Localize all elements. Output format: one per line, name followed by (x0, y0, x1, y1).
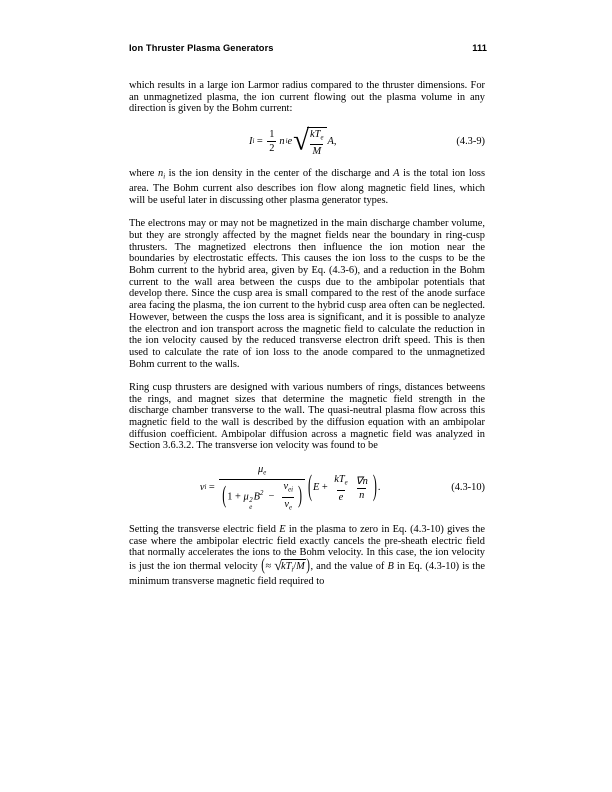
right-paren: ) (306, 555, 310, 575)
period: . (377, 482, 381, 494)
page-number: 111 (472, 43, 487, 53)
mobility-fraction: $\mu_e$ (1 + μ 2 e $B^2$ − $\frac{\nu_{ei}}{\nu_e}$ ) (219, 464, 305, 514)
equation-4-3-10-body (129, 464, 451, 514)
supsub-stack: 2 e (249, 497, 253, 512)
paragraph-ring-cusp: Ring cusp thrusters are designed with various numbers of rings, distances betweens the rings, and magnet sizes that determine the magnetic field strength in the discharge chamber transverse to the wall. The quasi-neutral plasma flow across this magnetic field to the wall is described by the diffusion equation with an ambipolar diffusion coefficient. Ambipolar diffusion across a magnetic field was analyzed in Section 3.6.3.2. The transverse ion velocity was found to be (129, 381, 485, 452)
radical-sign-icon: √ (293, 124, 310, 157)
square-root (293, 124, 327, 158)
math-sub: i (285, 138, 288, 145)
right-paren: ) (297, 480, 302, 510)
equation-label-4-3-9: (4.3-9) (456, 136, 485, 147)
paragraph-setting: Setting the transverse electric field E in the plasma to zero in Eq. (4.3-10) gives the case where the ambipolar electric field exactly cancels the pre-sheath electric field that normally accelerates the ions to the Bohm velocity. In this case, the ion velocity is just the ion thermal velocity (≈ √ $kT_i/M$ ), and the value of B in Eq. (4.3-10) is the minimum transverse magnetic field required to (129, 524, 485, 587)
math-var-n: n (157, 168, 164, 180)
math-sub: i (204, 484, 207, 492)
equation-4-3-10 (129, 464, 485, 514)
math-var-B: B (253, 491, 260, 503)
equation-label-4-3-10: (4.3-10) (451, 482, 485, 494)
equation-4-3-9 (129, 124, 485, 158)
math-var-B: B (387, 561, 394, 573)
math-sub: i (252, 138, 255, 145)
collision-frequency-fraction: $\frac{\nu_{ei}}{\nu_e}$ (283, 481, 293, 512)
equals-sign: = (256, 136, 263, 147)
inline-thermal-velocity-math (261, 555, 311, 575)
fraction-one-half: $\frac{1}{2}$ (269, 129, 275, 155)
big-right-paren: ) (372, 468, 377, 504)
math-var-e: e (287, 136, 293, 147)
math-sub: i (163, 173, 166, 181)
running-head (129, 43, 487, 53)
math-var-E: E (279, 524, 286, 536)
inline-square-root: √ $kT_i/M$ (274, 559, 305, 575)
density-gradient-fraction: $\frac{\nabla n}{n}$ (355, 475, 368, 501)
paragraph-where: where $n_i$ is the ion density in the center of the discharge and A is the total ion loss area. The Bohm current also describes ion flow along magnetic field lines, which will be useful later in discussing other plasma generator types. (129, 168, 486, 207)
equals-sign: = (208, 482, 215, 494)
kTe-over-e-fraction: $\frac{kT_e}{e}$ (334, 474, 348, 503)
approx-sign: ≈ (265, 561, 272, 573)
math-var-mu: μ (243, 491, 249, 503)
paragraph-intro: which results in a large ion Larmor radius compared to the thruster dimensions. For an unmagnetized plasma, the ion current flowing out the plasma volume in any direction is given by the Bohm current: (129, 80, 485, 115)
running-head-title: Ion Thruster Plasma Generators (129, 43, 274, 53)
math-var-I: I (248, 136, 253, 147)
paragraph-electrons: The electrons may or may not be magnetized in the main discharge chamber volume, but they are strongly affected by the magnet fields near the boundary in ring-cusp thrusters. The magnetized electrons then influence the ion motion near the boundaries by electrostatic effects. This causes the ion loss to the cusps to be the Bohm current to the hybrid area, given by Eq. (4.3-6), and a reduction in the Bohm current to the wall area between the cusps due to the ambipolar potentials that develop there. Since the cusp area is small compared to the rest of the anode surface area facing the plasma, the ion current to the hybrid cusp area often can be neglected. However, between the cusps the loss area is significant, and it is possible to analyze the electron and ion transport across the magnetic field to calculate the reduction in the ion velocity caused by the reduced transverse electron drift speed. This is then used to calculate the rate of ion loss to the anode compared to the unmagnetized Bohm current to the walls. (129, 218, 485, 370)
radical-sign-icon: √ (274, 559, 282, 575)
left-paren: ( (261, 555, 265, 575)
page-body (129, 80, 485, 599)
math-var-A: A (327, 136, 334, 147)
math-var-v: v (199, 482, 205, 494)
big-left-paren: ( (307, 468, 312, 504)
minus-sign: − (268, 491, 275, 503)
math-var-n: n (279, 136, 285, 147)
left-paren: ( (222, 480, 227, 510)
nabla-icon: ∇n (355, 475, 368, 487)
math-var-E: E (312, 482, 320, 494)
math-var-A: A (393, 168, 400, 180)
fraction-kTe-M: $\frac{kT_e}{M}$ (310, 128, 324, 158)
comma: , (333, 136, 337, 147)
equation-4-3-9-body (129, 124, 456, 158)
plus-sign: + (321, 482, 328, 494)
